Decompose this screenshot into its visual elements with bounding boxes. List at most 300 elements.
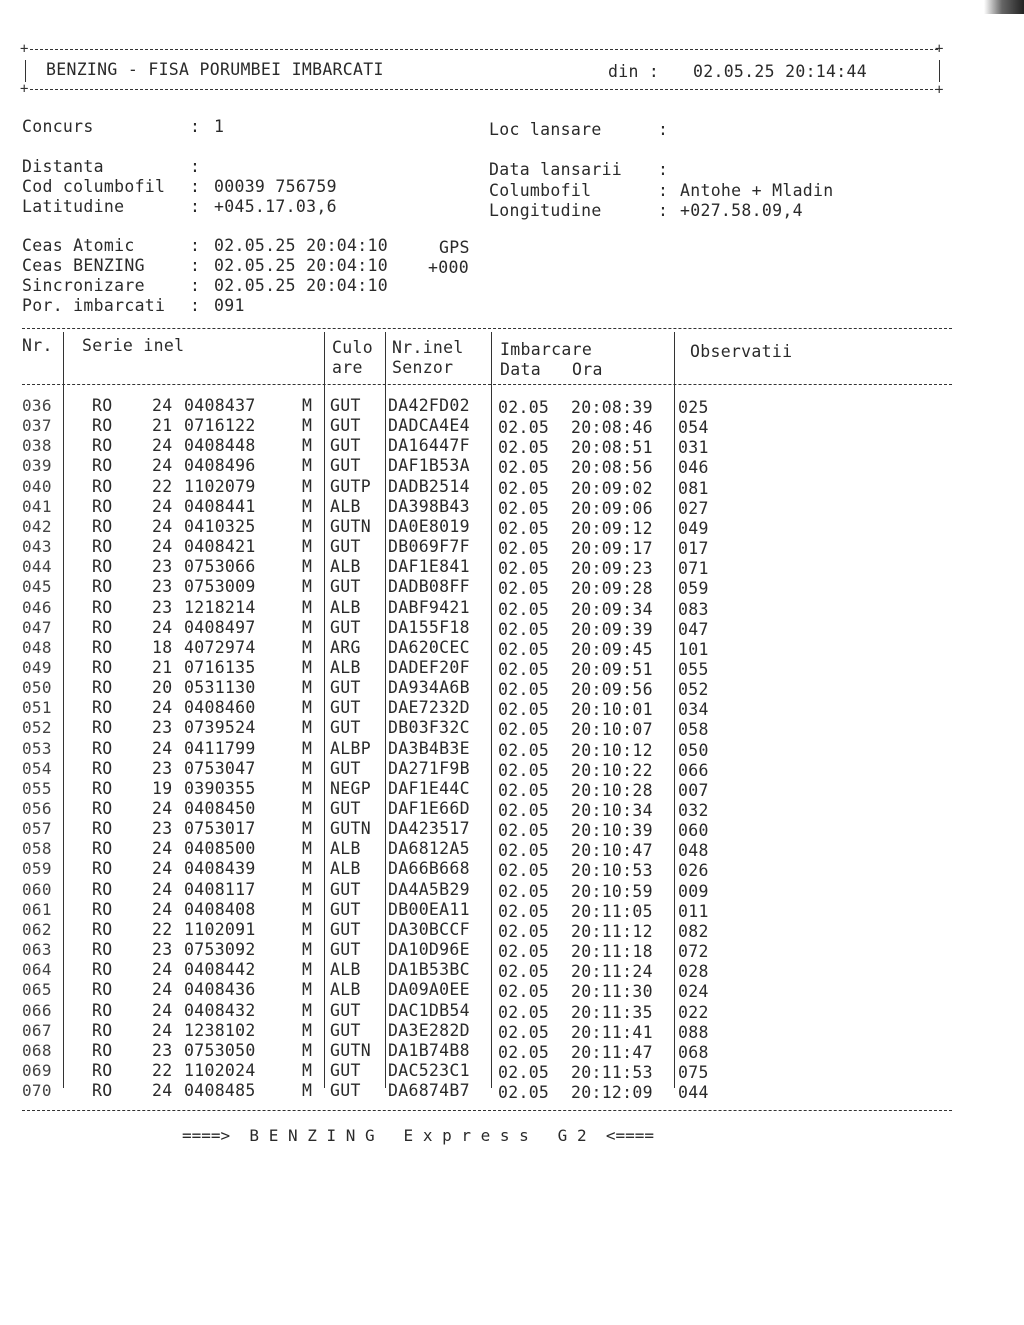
info-label-latitudine: Latitudine	[22, 197, 125, 216]
row-data: 02.05	[498, 1003, 550, 1022]
row-senzor: DAF1B53A	[388, 456, 470, 475]
row-an: 24	[152, 436, 173, 455]
row-an: 23	[152, 1041, 173, 1060]
title-bottom-rule	[30, 89, 938, 90]
row-culoare: GUT	[330, 698, 361, 717]
row-an: 24	[152, 1021, 173, 1040]
row-culoare: ALB	[330, 598, 361, 617]
row-observatii: 075	[678, 1063, 709, 1082]
row-data: 02.05	[498, 761, 550, 780]
row-inel: 0408497	[184, 618, 256, 637]
row-senzor: DA3B4B3E	[388, 739, 470, 758]
row-tara: RO	[92, 799, 113, 818]
row-culoare: GUT	[330, 577, 361, 596]
row-sex: M	[302, 618, 313, 637]
row-data: 02.05	[498, 741, 550, 760]
row-data: 02.05	[498, 882, 550, 901]
row-nr: 060	[22, 880, 52, 899]
row-tara: RO	[92, 920, 113, 939]
row-inel: 0408450	[184, 799, 256, 818]
row-tara: RO	[92, 900, 113, 919]
row-data: 02.05	[498, 1063, 550, 1082]
row-ora: 20:11:12	[571, 922, 653, 941]
row-an: 21	[152, 416, 173, 435]
row-senzor: DA6812A5	[388, 839, 470, 858]
row-an: 24	[152, 960, 173, 979]
row-tara: RO	[92, 678, 113, 697]
column-divider	[674, 332, 675, 1088]
row-inel: 1102079	[184, 477, 256, 496]
row-ora: 20:10:01	[571, 700, 653, 719]
row-sex: M	[302, 537, 313, 556]
row-ora: 20:10:22	[571, 761, 653, 780]
info-sep: :	[190, 157, 201, 176]
row-data: 02.05	[498, 539, 550, 558]
row-culoare: GUT	[330, 880, 361, 899]
row-nr: 056	[22, 799, 52, 818]
info-sep: :	[190, 117, 201, 136]
row-tara: RO	[92, 456, 113, 475]
row-data: 02.05	[498, 438, 550, 457]
row-inel: 0753017	[184, 819, 256, 838]
info-value-concurs: 1	[214, 117, 225, 136]
row-culoare: GUT	[330, 678, 361, 697]
row-culoare: GUTN	[330, 819, 371, 838]
header-nr: Nr.	[22, 336, 53, 355]
row-observatii: 071	[678, 559, 709, 578]
row-tara: RO	[92, 1021, 113, 1040]
row-culoare: GUT	[330, 920, 361, 939]
row-observatii: 026	[678, 861, 709, 880]
header-senzor-line2: Senzor	[392, 358, 454, 377]
row-observatii: 022	[678, 1003, 709, 1022]
row-an: 24	[152, 739, 173, 758]
row-data: 02.05	[498, 479, 550, 498]
row-senzor: DAE7232D	[388, 698, 470, 717]
row-data: 02.05	[498, 680, 550, 699]
row-senzor: DA1B74B8	[388, 1041, 470, 1060]
row-inel: 0753047	[184, 759, 256, 778]
row-data: 02.05	[498, 720, 550, 739]
row-observatii: 082	[678, 922, 709, 941]
box-corner: +	[20, 81, 29, 97]
row-culoare: GUT	[330, 537, 361, 556]
row-data: 02.05	[498, 781, 550, 800]
row-inel: 0753050	[184, 1041, 256, 1060]
row-inel: 0408421	[184, 537, 256, 556]
row-data: 02.05	[498, 458, 550, 477]
header-culoare-line2: are	[332, 358, 363, 377]
row-an: 24	[152, 456, 173, 475]
row-nr: 050	[22, 678, 52, 697]
row-senzor: DB03F32C	[388, 718, 470, 737]
row-culoare: ALB	[330, 960, 361, 979]
row-inel: 1102024	[184, 1061, 256, 1080]
row-observatii: 031	[678, 438, 709, 457]
row-ora: 20:09:17	[571, 539, 653, 558]
row-observatii: 068	[678, 1043, 709, 1062]
row-inel: 0408408	[184, 900, 256, 919]
clock-label-atomic: Ceas Atomic	[22, 236, 135, 255]
row-senzor: DADB08FF	[388, 577, 470, 596]
row-an: 24	[152, 839, 173, 858]
row-nr: 069	[22, 1061, 52, 1080]
row-ora: 20:11:53	[571, 1063, 653, 1082]
row-an: 24	[152, 980, 173, 999]
header-serie-inel: Serie inel	[82, 336, 185, 355]
row-observatii: 052	[678, 680, 709, 699]
info-value-cod-columbofil: 00039 756759	[214, 177, 337, 196]
row-observatii: 024	[678, 982, 709, 1001]
row-sex: M	[302, 940, 313, 959]
row-data: 02.05	[498, 942, 550, 961]
row-ora: 20:11:35	[571, 1003, 653, 1022]
box-corner: +	[20, 41, 29, 57]
row-ora: 20:11:05	[571, 902, 653, 921]
row-observatii: 017	[678, 539, 709, 558]
row-culoare: ALBP	[330, 739, 371, 758]
row-culoare: GUT	[330, 436, 361, 455]
row-data: 02.05	[498, 962, 550, 981]
row-culoare: ALB	[330, 658, 361, 677]
row-culoare: ALB	[330, 859, 361, 878]
row-nr: 046	[22, 598, 52, 617]
row-observatii: 049	[678, 519, 709, 538]
row-observatii: 072	[678, 942, 709, 961]
info-sep: :	[658, 201, 669, 220]
row-ora: 20:11:47	[571, 1043, 653, 1062]
row-inel: 0408441	[184, 497, 256, 516]
row-inel: 1102091	[184, 920, 256, 939]
row-inel: 0408460	[184, 698, 256, 717]
clock-sep: :	[190, 296, 201, 315]
row-an: 23	[152, 759, 173, 778]
row-inel: 0408442	[184, 960, 256, 979]
box-corner: +	[935, 41, 944, 57]
header-imbarcare: Imbarcare	[500, 340, 593, 359]
row-data: 02.05	[498, 821, 550, 840]
row-senzor: DAF1E841	[388, 557, 470, 576]
row-culoare: GUT	[330, 940, 361, 959]
row-observatii: 009	[678, 882, 709, 901]
row-sex: M	[302, 880, 313, 899]
row-observatii: 007	[678, 781, 709, 800]
row-nr: 066	[22, 1001, 52, 1020]
row-observatii: 025	[678, 398, 709, 417]
row-inel: 0408117	[184, 880, 256, 899]
row-nr: 051	[22, 698, 52, 717]
row-culoare: GUT	[330, 416, 361, 435]
row-inel: 0408485	[184, 1081, 256, 1100]
row-tara: RO	[92, 880, 113, 899]
row-nr: 053	[22, 739, 52, 758]
row-senzor: DA1B53BC	[388, 960, 470, 979]
info-label-columbofil: Columbofil	[489, 181, 592, 200]
row-senzor: DA4A5B29	[388, 880, 470, 899]
row-ora: 20:10:59	[571, 882, 653, 901]
row-senzor: DABF9421	[388, 598, 470, 617]
table-top-rule	[22, 328, 952, 329]
row-data: 02.05	[498, 902, 550, 921]
row-an: 23	[152, 819, 173, 838]
row-ora: 20:10:39	[571, 821, 653, 840]
row-sex: M	[302, 920, 313, 939]
column-divider	[491, 332, 492, 1088]
clock-value-benzing: 02.05.25 20:04:10	[214, 256, 388, 275]
info-sep: :	[190, 177, 201, 196]
row-sex: M	[302, 638, 313, 657]
row-nr: 036	[22, 396, 52, 415]
row-inel: 0411799	[184, 739, 256, 758]
clock-label-por-imbarcati: Por. imbarcati	[22, 296, 166, 315]
row-ora: 20:09:02	[571, 479, 653, 498]
info-value-latitudine: +045.17.03,6	[214, 197, 337, 216]
row-inel: 0408448	[184, 436, 256, 455]
row-senzor: DA3E282D	[388, 1021, 470, 1040]
row-sex: M	[302, 960, 313, 979]
row-observatii: 066	[678, 761, 709, 780]
row-senzor: DA10D96E	[388, 940, 470, 959]
row-an: 24	[152, 799, 173, 818]
row-sex: M	[302, 759, 313, 778]
row-culoare: ARG	[330, 638, 361, 657]
row-data: 02.05	[498, 519, 550, 538]
row-culoare: GUTP	[330, 477, 371, 496]
row-culoare: GUT	[330, 1001, 361, 1020]
row-ora: 20:10:12	[571, 741, 653, 760]
row-culoare: GUT	[330, 1081, 361, 1100]
row-sex: M	[302, 557, 313, 576]
table-header-bottom-rule	[22, 384, 952, 385]
row-tara: RO	[92, 718, 113, 737]
row-culoare: ALB	[330, 980, 361, 999]
info-label-cod-columbofil: Cod columbofil	[22, 177, 166, 196]
row-culoare: GUT	[330, 618, 361, 637]
row-nr: 065	[22, 980, 52, 999]
row-data: 02.05	[498, 579, 550, 598]
column-divider	[385, 332, 386, 1088]
row-observatii: 027	[678, 499, 709, 518]
row-culoare: NEGP	[330, 779, 371, 798]
row-culoare: GUT	[330, 759, 361, 778]
info-sep: :	[658, 120, 669, 139]
row-an: 20	[152, 678, 173, 697]
row-ora: 20:11:30	[571, 982, 653, 1001]
row-nr: 044	[22, 557, 52, 576]
row-tara: RO	[92, 1081, 113, 1100]
row-sex: M	[302, 900, 313, 919]
row-inel: 1218214	[184, 598, 256, 617]
row-nr: 054	[22, 759, 52, 778]
row-culoare: GUT	[330, 456, 361, 475]
row-nr: 058	[22, 839, 52, 858]
row-observatii: 034	[678, 700, 709, 719]
row-tara: RO	[92, 658, 113, 677]
row-an: 24	[152, 517, 173, 536]
row-culoare: ALB	[330, 839, 361, 858]
row-data: 02.05	[498, 418, 550, 437]
row-ora: 20:09:28	[571, 579, 653, 598]
row-senzor: DA155F18	[388, 618, 470, 637]
row-an: 24	[152, 900, 173, 919]
row-senzor: DA30BCCF	[388, 920, 470, 939]
row-ora: 20:09:23	[571, 559, 653, 578]
clock-extra-benzing: +000	[428, 258, 469, 277]
row-data: 02.05	[498, 1023, 550, 1042]
table-bottom-rule	[22, 1110, 952, 1111]
row-inel: 0408432	[184, 1001, 256, 1020]
row-observatii: 011	[678, 902, 709, 921]
row-observatii: 028	[678, 962, 709, 981]
info-sep: :	[658, 160, 669, 179]
row-inel: 4072974	[184, 638, 256, 657]
row-nr: 042	[22, 517, 52, 536]
row-sex: M	[302, 718, 313, 737]
row-sex: M	[302, 456, 313, 475]
clock-value-atomic: 02.05.25 20:04:10	[214, 236, 388, 255]
row-nr: 047	[22, 618, 52, 637]
title-left-border	[25, 60, 26, 82]
row-senzor: DA42FD02	[388, 396, 470, 415]
row-an: 24	[152, 537, 173, 556]
row-culoare: GUTN	[330, 517, 371, 536]
row-ora: 20:11:41	[571, 1023, 653, 1042]
row-senzor: DADCA4E4	[388, 416, 470, 435]
row-nr: 055	[22, 779, 52, 798]
row-an: 24	[152, 396, 173, 415]
row-data: 02.05	[498, 922, 550, 941]
row-data: 02.05	[498, 398, 550, 417]
row-nr: 039	[22, 456, 52, 475]
row-tara: RO	[92, 537, 113, 556]
row-sex: M	[302, 1081, 313, 1100]
row-data: 02.05	[498, 640, 550, 659]
row-tara: RO	[92, 436, 113, 455]
row-sex: M	[302, 497, 313, 516]
row-an: 24	[152, 497, 173, 516]
row-senzor: DAF1E66D	[388, 799, 470, 818]
row-tara: RO	[92, 618, 113, 637]
row-an: 21	[152, 658, 173, 677]
row-culoare: GUT	[330, 718, 361, 737]
row-sex: M	[302, 1041, 313, 1060]
row-ora: 20:09:06	[571, 499, 653, 518]
row-data: 02.05	[498, 620, 550, 639]
row-inel: 1238102	[184, 1021, 256, 1040]
row-tara: RO	[92, 1041, 113, 1060]
row-data: 02.05	[498, 499, 550, 518]
info-label-distanta: Distanta	[22, 157, 104, 176]
row-an: 22	[152, 920, 173, 939]
row-tara: RO	[92, 759, 113, 778]
row-an: 23	[152, 598, 173, 617]
clock-sep: :	[190, 236, 201, 255]
row-nr: 052	[22, 718, 52, 737]
row-observatii: 059	[678, 579, 709, 598]
row-tara: RO	[92, 638, 113, 657]
row-sex: M	[302, 799, 313, 818]
row-data: 02.05	[498, 801, 550, 820]
row-senzor: DB069F7F	[388, 537, 470, 556]
row-tara: RO	[92, 598, 113, 617]
row-sex: M	[302, 577, 313, 596]
row-senzor: DADB2514	[388, 477, 470, 496]
row-observatii: 046	[678, 458, 709, 477]
row-sex: M	[302, 477, 313, 496]
row-senzor: DA423517	[388, 819, 470, 838]
header-culoare-line1: Culo	[332, 338, 373, 357]
row-an: 22	[152, 1061, 173, 1080]
header-senzor-line1: Nr.inel	[392, 338, 464, 357]
row-an: 24	[152, 698, 173, 717]
row-culoare: GUT	[330, 900, 361, 919]
row-tara: RO	[92, 779, 113, 798]
row-observatii: 083	[678, 600, 709, 619]
row-tara: RO	[92, 416, 113, 435]
row-ora: 20:10:07	[571, 720, 653, 739]
row-sex: M	[302, 698, 313, 717]
header-data: Data	[500, 360, 541, 379]
row-data: 02.05	[498, 861, 550, 880]
clock-sep: :	[190, 276, 201, 295]
row-ora: 20:09:34	[571, 600, 653, 619]
row-inel: 0531130	[184, 678, 256, 697]
row-data: 02.05	[498, 660, 550, 679]
row-data: 02.05	[498, 1043, 550, 1062]
row-nr: 061	[22, 900, 52, 919]
row-observatii: 081	[678, 479, 709, 498]
footer-banner: ====> B E N Z I N G E x p r e s s G 2 <====	[182, 1126, 655, 1145]
clock-value-sincronizare: 02.05.25 20:04:10	[214, 276, 388, 295]
row-ora: 20:09:12	[571, 519, 653, 538]
row-ora: 20:10:47	[571, 841, 653, 860]
report-date-label: din :	[608, 62, 660, 81]
scan-edge-mark	[984, 0, 1024, 14]
row-ora: 20:08:56	[571, 458, 653, 477]
row-tara: RO	[92, 739, 113, 758]
row-senzor: DA620CEC	[388, 638, 470, 657]
title-top-rule	[30, 49, 938, 50]
row-tara: RO	[92, 819, 113, 838]
row-nr: 059	[22, 859, 52, 878]
row-data: 02.05	[498, 841, 550, 860]
row-inel: 0753092	[184, 940, 256, 959]
row-data: 02.05	[498, 982, 550, 1001]
row-sex: M	[302, 980, 313, 999]
row-observatii: 050	[678, 741, 709, 760]
row-ora: 20:08:39	[571, 398, 653, 417]
row-nr: 048	[22, 638, 52, 657]
clock-sep: :	[190, 256, 201, 275]
row-culoare: ALB	[330, 557, 361, 576]
box-corner: +	[935, 82, 944, 98]
row-data: 02.05	[498, 1083, 550, 1102]
row-senzor: DAC523C1	[388, 1061, 470, 1080]
row-an: 24	[152, 618, 173, 637]
row-nr: 045	[22, 577, 52, 596]
row-sex: M	[302, 779, 313, 798]
row-inel: 0753009	[184, 577, 256, 596]
row-an: 24	[152, 880, 173, 899]
row-an: 23	[152, 577, 173, 596]
row-observatii: 044	[678, 1083, 709, 1102]
row-an: 24	[152, 1081, 173, 1100]
row-ora: 20:11:24	[571, 962, 653, 981]
row-observatii: 032	[678, 801, 709, 820]
row-ora: 20:08:46	[571, 418, 653, 437]
row-ora: 20:12:09	[571, 1083, 653, 1102]
row-an: 24	[152, 859, 173, 878]
